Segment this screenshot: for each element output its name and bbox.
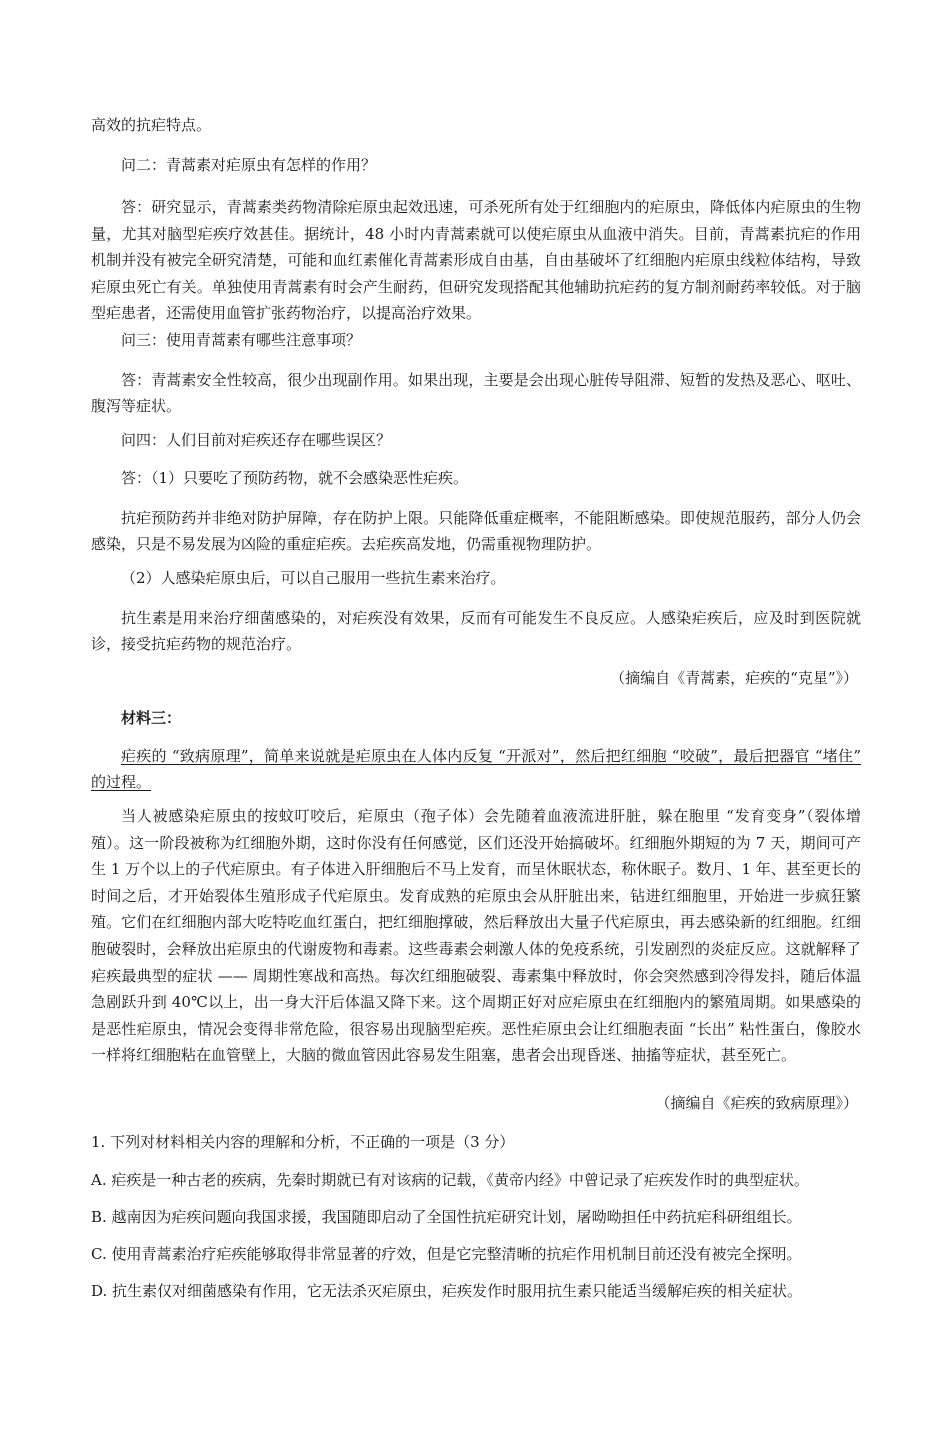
question-one-option-b: B. 越南因为疟疾问题向我国求援，我国随即启动了全国性抗疟研究计划，屠呦呦担任中药抗疟科研组组长。 (91, 1208, 802, 1226)
material-three-source: （摘编自《疟疾的致病原理》） (655, 1094, 858, 1112)
answer-three: 答：青蒿素安全性较高，很少出现副作用。如果出现，主要是会出现心脏传导阻滞、短暂的发热及恶心、呕吐、腹泻等症状。 (91, 371, 861, 415)
material-three-underlined-summary: 疟疾的 “致病原理”，简单来说就是疟原虫在人体内反复 “开派对”，然后把红细胞 “咬破”，最后把器官 “堵住” 的过程。 (91, 747, 861, 791)
answer-four-part-two: （2）人感染疟原虫后，可以自己服用一些抗生素来治疗。 (121, 569, 506, 587)
question-one-option-d: D. 抗生素仅对细菌感染有作用，它无法杀灭疟原虫，疟疾发作时服用抗生素只能适当缓解疟疾的相关症状。 (91, 1282, 803, 1300)
answer-two: 答：研究显示，青蒿素类药物清除疟原虫起效迅速，可杀死所有处于红细胞内的疟原虫，降低体内疟原虫的生物量，尤其对脑型疟疾疗效甚佳。据统计，48 小时内青蒿素就可以使疟原虫从血液中消失。目前，青蒿素抗疟的作用机制并没有被完全研究清楚，可能和血红素催化青蒿素形成自由基，自由基破坏了红细胞内疟原虫线粒体结构，导致疟原虫死亡有关。单独使用青蒿素有时会产生耐药，但研究发现搭配其他辅助抗疟药的复方制剂耐药率较低。对于脑型疟患者，还需使用血管扩张药物治疗，以提高治疗效果。 (91, 198, 861, 322)
question-four: 问四：人们目前对疟疾还存在哪些误区？ (121, 431, 392, 449)
material-two-source: （摘编自《青蒿素，疟疾的“克星”》） (610, 669, 858, 687)
question-three: 问三：使用青蒿素有哪些注意事项？ (121, 331, 362, 349)
question-two: 问二：青蒿素对疟原虫有怎样的作用？ (121, 156, 377, 174)
material-three-body: 当人被感染疟原虫的按蚊叮咬后，疟原虫（孢子体）会先随着血液流进肝脏，躲在胞里 “发育变身”（裂体增殖）。这一阶段被称为红细胞外期，这时你没有任何感觉，区们还没开始搞破坏。红细胞外期短的为 7 天，期间可产生 1 万个以上的子代疟原虫。有子体进入肝细胞后不马上发育，而呈休眠状态，称休眠子。数月、1 年、甚至更长的时间之后，才开始裂体生殖形成子代疟原虫。发育成熟的疟原虫会从肝脏出来，钻进红细胞里，开始进一步疯狂繁殖。它们在红细胞内部大吃特吃血红蛋白，把红细胞撑破，然后释放出大量子代疟原虫，再去感染新的红细胞。红细胞破裂时，会释放出疟原虫的代谢废物和毒素。这些毒素会刺激人体的免疫系统，引发剧烈的炎症反应。这就解释了疟疾最典型的症状 —— 周期性寒战和高热。每次红细胞破裂、毒素集中释放时，你会突然感到冷得发抖，随后体温急剧跃升到 40℃以上，出一身大汗后体温又降下来。这个周期正好对应疟原虫在红细胞内的繁殖周期。如果感染的是恶性疟原虫，情况会变得非常危险，很容易出现脑型疟疾。恶性疟原虫会让红细胞表面 “长出” 粘性蛋白，像胶水一样将红细胞粘在血管壁上，大脑的微血管因此容易发生阻塞，患者会出现昏迷、抽搐等症状，甚至死亡。 (91, 807, 861, 1065)
answer-four-part-one: 答：（1）只要吃了预防药物，就不会感染恶性疟疾。 (121, 469, 469, 487)
material-three-heading: 材料三： (121, 709, 182, 727)
answer-four-part-one-detail: 抗疟预防药并非绝对防护屏障，存在防护上限。只能降低重症概率，不能阻断感染。即使规范服药，部分人仍会感染，只是不易发展为凶险的重症疟疾。去疟疾高发地，仍需重视物理防护。 (91, 509, 861, 553)
answer-four-part-two-detail: 抗生素是用来治疗细菌感染的，对疟疾没有效果，反而有可能发生不良反应。人感染疟疾后，应及时到医院就诊，接受抗疟药物的规范治疗。 (91, 609, 861, 653)
lead-line: 高效的抗疟特点。 (91, 116, 212, 134)
question-one-option-c: C. 使用青蒿素治疗疟疾能够取得非常显著的疗效，但是它完整清晰的抗疟作用机制目前还没有被完全探明。 (91, 1245, 802, 1263)
question-one-stem: 1. 下列对材料相关内容的理解和分析，不正确的一项是（3 分） (91, 1133, 515, 1151)
question-one-option-a: A. 疟疾是一种古老的疾病，先秦时期就已有对该病的记载，《黄帝内经》中曾记录了疟疾发作时的典型症状。 (91, 1171, 809, 1189)
